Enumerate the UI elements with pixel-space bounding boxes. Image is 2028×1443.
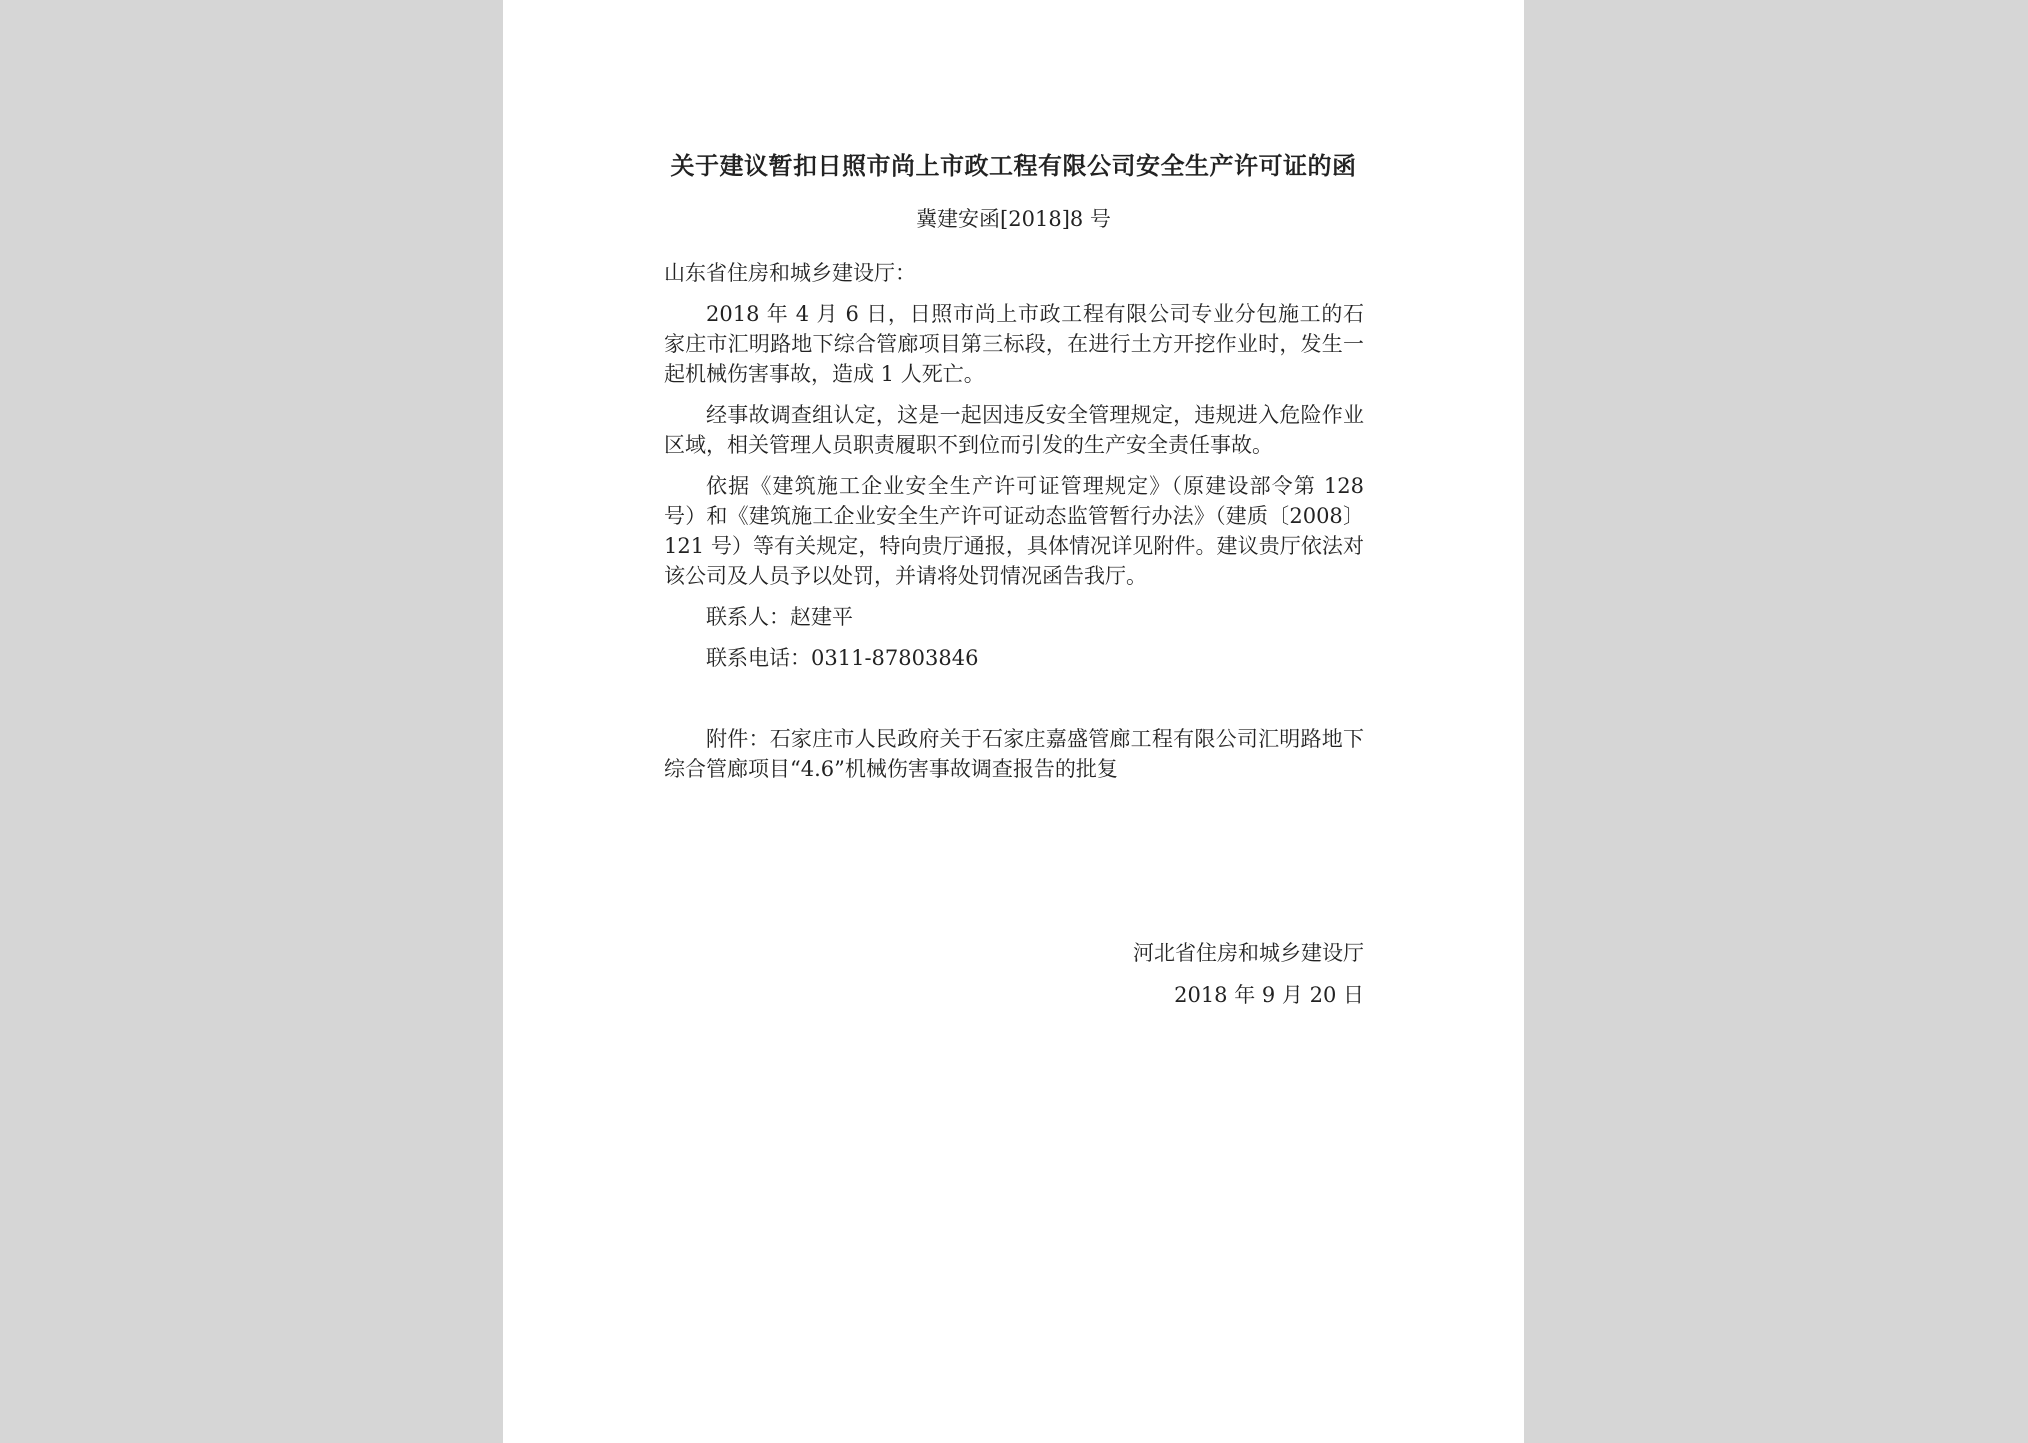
document-page [503, 0, 1524, 1443]
document-number: 冀建安函[2018]8 号 [916, 207, 1111, 231]
section-spacer [664, 684, 1364, 724]
signature-block [964, 938, 1364, 1022]
document-body [664, 258, 1364, 795]
paragraph-incident: 2018 年 4 月 6 日，日照市尚上市政工程有限公司专业分包施工的石家庄市汇明路地下综合管廊项目第三标段，在进行土方开挖作业时，发生一起机械伤害事故，造成 1 人死亡。 [664, 302, 1364, 386]
paragraph-investigation: 经事故调查组认定，这是一起因违反安全管理规定，违规进入危险作业区域，相关管理人员职责履职不到位而引发的生产安全责任事故。 [664, 403, 1364, 457]
document-title: 关于建议暂扣日照市尚上市政工程有限公司安全生产许可证的函 [670, 151, 1357, 180]
recipient-line: 山东省住房和城乡建设厅： [664, 261, 916, 285]
signature-date: 2018 年 9 月 20 日 [1174, 983, 1364, 1007]
paragraph-recommendation: 依据《建筑施工企业安全生产许可证管理规定》（原建设部令第 128 号）和《建筑施工企业安全生产许可证动态监管暂行办法》（建质〔2008〕121 号）等有关规定，特向贵厅通报，具体情况详见附件。建议贵厅依法对该公司及人员予以处罚，并请将处罚情况函告我厅。 [664, 474, 1364, 588]
signature-organization: 河北省住房和城乡建设厅 [1133, 941, 1364, 965]
attachment-note: 附件：石家庄市人民政府关于石家庄嘉盛管廊工程有限公司汇明路地下综合管廊项目“4.6”机械伤害事故调查报告的批复 [664, 727, 1364, 781]
contact-person: 联系人：赵建平 [706, 605, 853, 629]
contact-phone: 联系电话：0311-87803846 [706, 646, 979, 670]
